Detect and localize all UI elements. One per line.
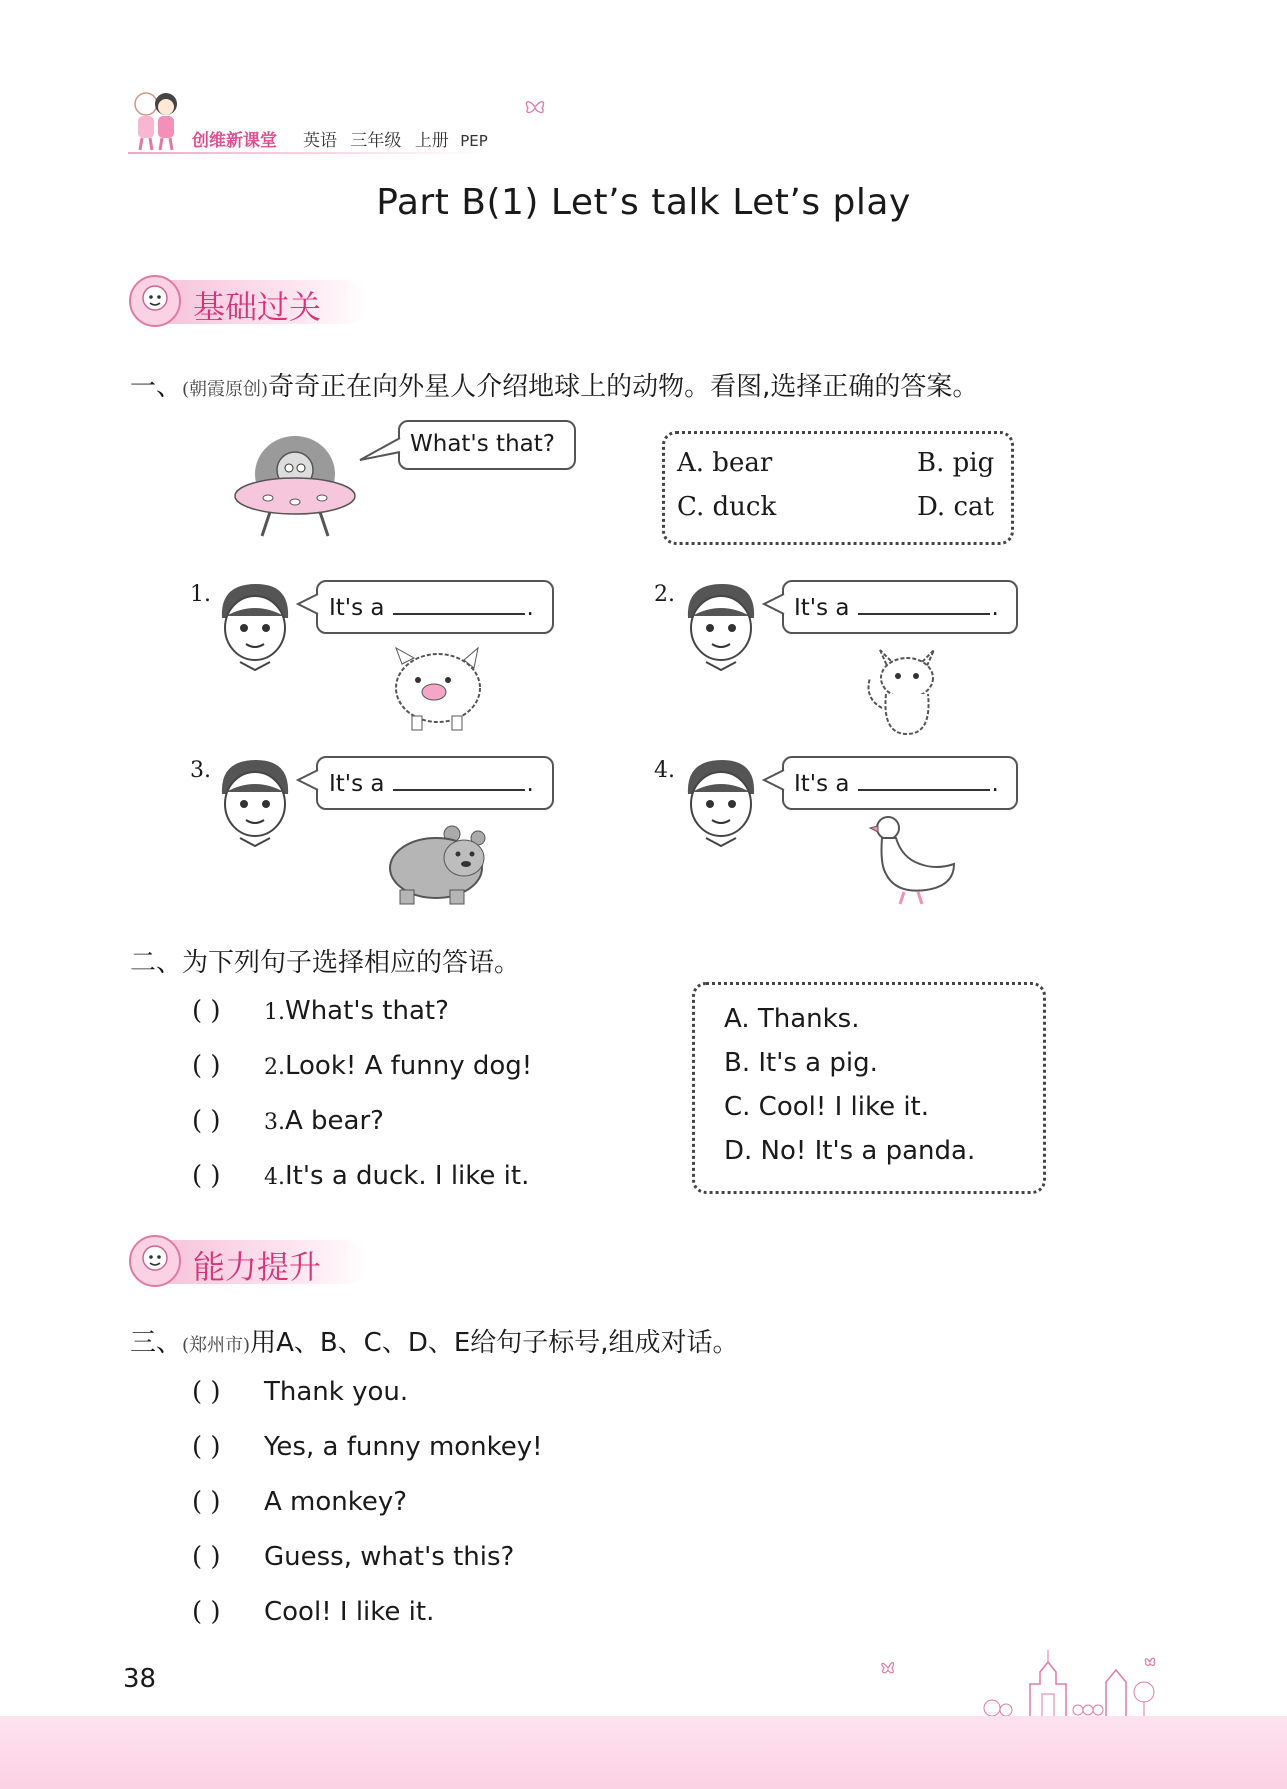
bubble-tail bbox=[762, 768, 786, 792]
q1-instruction-line bbox=[130, 366, 978, 403]
item-number: 4. bbox=[264, 1165, 285, 1190]
header-meta bbox=[303, 126, 488, 151]
footer-band bbox=[0, 1716, 1287, 1789]
q2-item bbox=[192, 1051, 532, 1081]
item-text: Yes, a funny monkey! bbox=[264, 1432, 543, 1462]
page-title: Part B(1) Let’s talk Let’s play bbox=[376, 182, 911, 223]
q3-number: 三、 bbox=[130, 1328, 183, 1358]
ufo-alien-illustration bbox=[232, 432, 358, 542]
q2-instruction-line bbox=[130, 942, 520, 979]
header-volume: 上册 bbox=[414, 131, 449, 151]
answer-suffix: . bbox=[991, 771, 999, 797]
header-underline bbox=[128, 152, 488, 154]
q1-answer-line bbox=[794, 593, 999, 621]
bubble-tail bbox=[296, 592, 320, 616]
answer-suffix: . bbox=[526, 771, 534, 797]
q2-item bbox=[192, 1106, 384, 1136]
q1-item-number: 4. bbox=[654, 758, 675, 783]
answer-prefix: It's a bbox=[329, 771, 385, 797]
q3-instruction-line bbox=[130, 1322, 739, 1359]
answer-paren[interactable]: ( ) bbox=[192, 1161, 221, 1191]
header-mascot bbox=[128, 90, 184, 152]
q2-number: 二、 bbox=[130, 948, 183, 978]
q2-item bbox=[192, 1161, 529, 1191]
castle-decoration-icon bbox=[880, 1648, 1170, 1720]
item-text: Look! A funny dog! bbox=[285, 1051, 533, 1081]
q3-item bbox=[192, 1487, 407, 1517]
header-subject: 英语 bbox=[303, 131, 337, 151]
alien-bubble-text: What's that? bbox=[410, 431, 555, 457]
q1-number: 一、 bbox=[130, 372, 183, 402]
boy-face-illustration bbox=[216, 754, 294, 848]
q3-item bbox=[192, 1597, 434, 1627]
q3-item bbox=[192, 1377, 408, 1407]
section-title-advanced: 能力提升 bbox=[193, 1248, 322, 1286]
bear-illustration bbox=[386, 824, 486, 906]
answer-blank[interactable] bbox=[393, 593, 525, 615]
cat-illustration bbox=[862, 638, 952, 738]
section-title-basic: 基础过关 bbox=[193, 288, 322, 326]
q1-option-a: A. bear bbox=[677, 448, 773, 478]
answer-prefix: It's a bbox=[794, 595, 850, 621]
pig-illustration bbox=[388, 640, 488, 734]
item-text: What's that? bbox=[285, 996, 449, 1026]
q2-option: D. No! It's a panda. bbox=[724, 1136, 976, 1166]
answer-paren[interactable]: ( ) bbox=[192, 996, 221, 1026]
q2-option: A. Thanks. bbox=[724, 1004, 860, 1034]
answer-blank[interactable] bbox=[858, 769, 990, 791]
q1-option-d: D. cat bbox=[917, 492, 994, 522]
q2-option: B. It's a pig. bbox=[724, 1048, 878, 1078]
answer-paren[interactable]: ( ) bbox=[192, 1051, 221, 1081]
header-brand: 创维新课堂 bbox=[192, 131, 277, 151]
butterfly-icon bbox=[524, 98, 546, 116]
q2-instruction: 为下列句子选择相应的答语。 bbox=[182, 948, 521, 978]
q3-item bbox=[192, 1432, 543, 1462]
q2-item bbox=[192, 996, 449, 1026]
section-badge-icon bbox=[128, 1234, 182, 1288]
boy-face-illustration bbox=[216, 578, 294, 672]
answer-paren[interactable]: ( ) bbox=[192, 1597, 221, 1627]
answer-prefix: It's a bbox=[329, 595, 385, 621]
q1-source: (朝霞原创) bbox=[182, 379, 269, 400]
section-badge-icon bbox=[128, 274, 182, 328]
q1-option-c: C. duck bbox=[677, 492, 777, 522]
q1-option-b: B. pig bbox=[917, 448, 995, 478]
answer-blank[interactable] bbox=[858, 593, 990, 615]
item-number: 3. bbox=[264, 1110, 285, 1135]
answer-blank[interactable] bbox=[393, 769, 525, 791]
boy-face-illustration bbox=[682, 754, 760, 848]
q1-answer-line bbox=[329, 769, 534, 797]
q3-source: (郑州市) bbox=[182, 1335, 251, 1356]
item-text: A bear? bbox=[285, 1106, 384, 1136]
answer-paren[interactable]: ( ) bbox=[192, 1432, 221, 1462]
q1-instruction: 奇奇正在向外星人介绍地球上的动物。看图,选择正确的答案。 bbox=[268, 372, 979, 402]
q1-item-number: 2. bbox=[654, 582, 675, 607]
header-edition: PEP bbox=[460, 132, 488, 150]
q1-answer-line bbox=[794, 769, 999, 797]
item-number: 1. bbox=[264, 1000, 285, 1025]
item-number: 2. bbox=[264, 1055, 285, 1080]
alien-bubble-tail bbox=[358, 436, 402, 462]
header-grade: 三年级 bbox=[350, 131, 402, 151]
q1-item-number: 3. bbox=[190, 758, 211, 783]
item-text: A monkey? bbox=[264, 1487, 408, 1517]
answer-suffix: . bbox=[991, 595, 999, 621]
q3-instruction: 用A、B、C、D、E给句子标号,组成对话。 bbox=[250, 1328, 739, 1358]
boy-face-illustration bbox=[682, 578, 760, 672]
item-text: It's a duck. I like it. bbox=[285, 1161, 530, 1191]
q1-item-number: 1. bbox=[190, 582, 211, 607]
page-number: 38 bbox=[123, 1664, 157, 1694]
item-text: Guess, what's this? bbox=[264, 1542, 515, 1572]
answer-paren[interactable]: ( ) bbox=[192, 1542, 221, 1572]
item-text: Cool! I like it. bbox=[264, 1597, 435, 1627]
answer-paren[interactable]: ( ) bbox=[192, 1106, 221, 1136]
answer-paren[interactable]: ( ) bbox=[192, 1487, 221, 1517]
answer-prefix: It's a bbox=[794, 771, 850, 797]
answer-paren[interactable]: ( ) bbox=[192, 1377, 221, 1407]
duck-illustration bbox=[866, 814, 958, 910]
q3-item bbox=[192, 1542, 514, 1572]
item-text: Thank you. bbox=[264, 1377, 409, 1407]
q2-option: C. Cool! I like it. bbox=[724, 1092, 930, 1122]
bubble-tail bbox=[762, 592, 786, 616]
bubble-tail bbox=[296, 768, 320, 792]
q1-answer-line bbox=[329, 593, 534, 621]
answer-suffix: . bbox=[526, 595, 534, 621]
